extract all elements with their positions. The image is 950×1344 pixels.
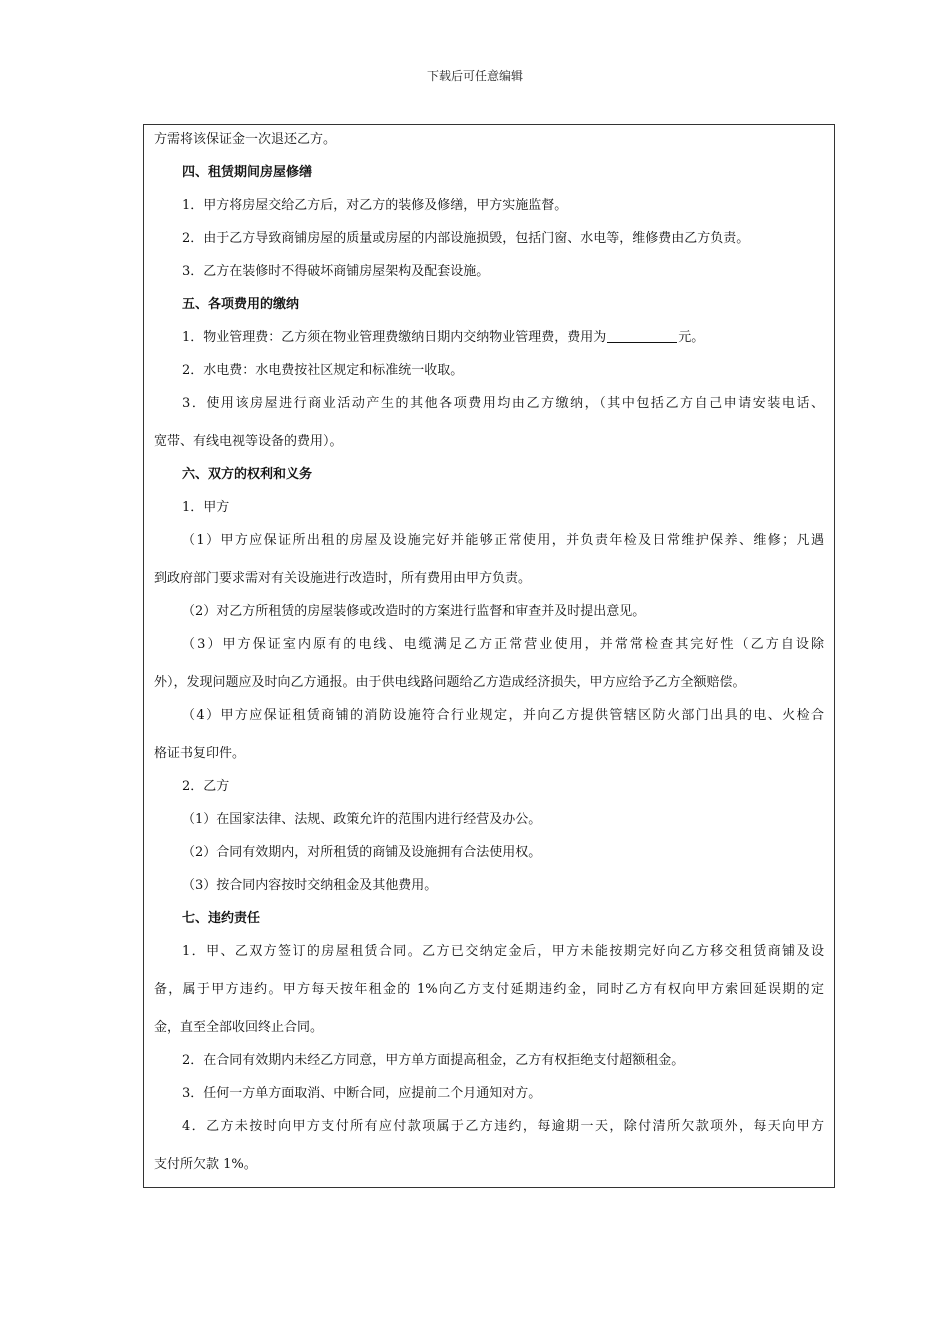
clause-5-1-unit: 元。 [678,330,705,345]
clause-5-1 [154,328,824,348]
clause-4-1: 1．甲方将房屋交给乙方后，对乙方的装修及修缮，甲方实施监督。 [182,198,568,213]
section-heading-repairs: 四、租赁期间房屋修缮 [182,165,313,180]
clause-7-3: 3．任何一方单方面取消、中断合同，应提前二个月通知对方。 [182,1086,542,1101]
clause-5-3-line-1: 3．使用该房屋进行商业活动产生的其他各项费用均由乙方缴纳，（其中包括乙方自己申请安装电话、 [182,396,824,411]
clause-6-a1-line-2: 到政府部门要求需对有关设施进行改造时，所有费用由甲方负责。 [154,571,532,586]
paragraph-continuation: 方需将该保证金一次退还乙方。 [154,132,337,147]
clause-7-2: 2．在合同有效期内未经乙方同意，甲方单方面提高租金，乙方有权拒绝支付超额租金。 [182,1053,685,1068]
clause-5-3-line-2: 宽带、有线电视等设备的费用）。 [154,434,343,449]
clause-5-2: 2．水电费：水电费按社区规定和标准统一收取。 [182,363,464,378]
clause-6-b3: （3）按合同内容按时交纳租金及其他费用。 [182,878,438,893]
clause-6-a2: （2）对乙方所租赁的房屋装修或改造时的方案进行监督和审查并及时提出意见。 [182,604,646,619]
clause-6-a4-line-1: （4）甲方应保证租赁商铺的消防设施符合行业规定，并向乙方提供管辖区防火部门出具的电、火检合 [182,708,824,723]
clause-4-3: 3．乙方在装修时不得破坏商铺房屋架构及配套设施。 [182,264,490,279]
clause-4-2: 2．由于乙方导致商铺房屋的质量或房屋的内部设施损毁，包括门窗、水电等，维修费由乙方负责。 [182,231,750,246]
contract-table-cell [143,124,835,1188]
contract-body [154,130,824,1175]
clause-6-a4-line-2: 格证书复印件。 [154,746,246,761]
clause-6-a1-line-1: （1）甲方应保证所出租的房屋及设施完好并能够正常使用，并负责年检及日常维护保养、维修；凡遇 [182,533,824,548]
clause-6-a3-line-2: 外），发现问题应及时向乙方通报。由于供电线路问题给乙方造成经济损失，甲方应给予乙方全额赔偿。 [154,675,746,690]
clause-7-1-line-1: 1．甲、乙双方签订的房屋租赁合同。乙方已交纳定金后，甲方未能按期完好向乙方移交租赁商铺及设 [182,944,824,959]
page-header: 下载后可任意编辑 [426,69,523,83]
section-heading-rights: 六、双方的权利和义务 [182,467,313,482]
clause-6-a3-line-1: （3）甲方保证室内原有的电线、电缆满足乙方正常营业使用，并常常检查其完好性（乙方自设除 [182,637,824,652]
section-heading-breach: 七、违约责任 [182,911,261,926]
clause-7-4-line-2: 支付所欠款 1%。 [154,1157,257,1172]
clause-6-b2: （2）合同有效期内，对所租赁的商铺及设施拥有合法使用权。 [182,845,542,860]
clause-7-1-line-3: 金，直至全部收回终止合同。 [154,1020,324,1035]
clause-6-b1: （1）在国家法律、法规、政策允许的范围内进行经营及办公。 [182,812,542,827]
party-a-title: 1．甲方 [182,500,230,515]
section-heading-fees: 五、各项费用的缴纳 [182,297,300,312]
clause-7-4-line-1: 4．乙方未按时向甲方支付所有应付款项属于乙方违约，每逾期一天，除付清所欠款项外，每天向甲方 [182,1119,824,1134]
fee-amount-blank [607,328,677,343]
party-b-title: 2．乙方 [182,779,230,794]
clause-5-1-text: 1．物业管理费：乙方须在物业管理费缴纳日期内交纳物业管理费，费用为 [182,330,607,345]
clause-7-1-line-2: 备，属于甲方违约。甲方每天按年租金的 1%向乙方支付延期违约金，同时乙方有权向甲方索回延误期的定 [154,982,824,997]
